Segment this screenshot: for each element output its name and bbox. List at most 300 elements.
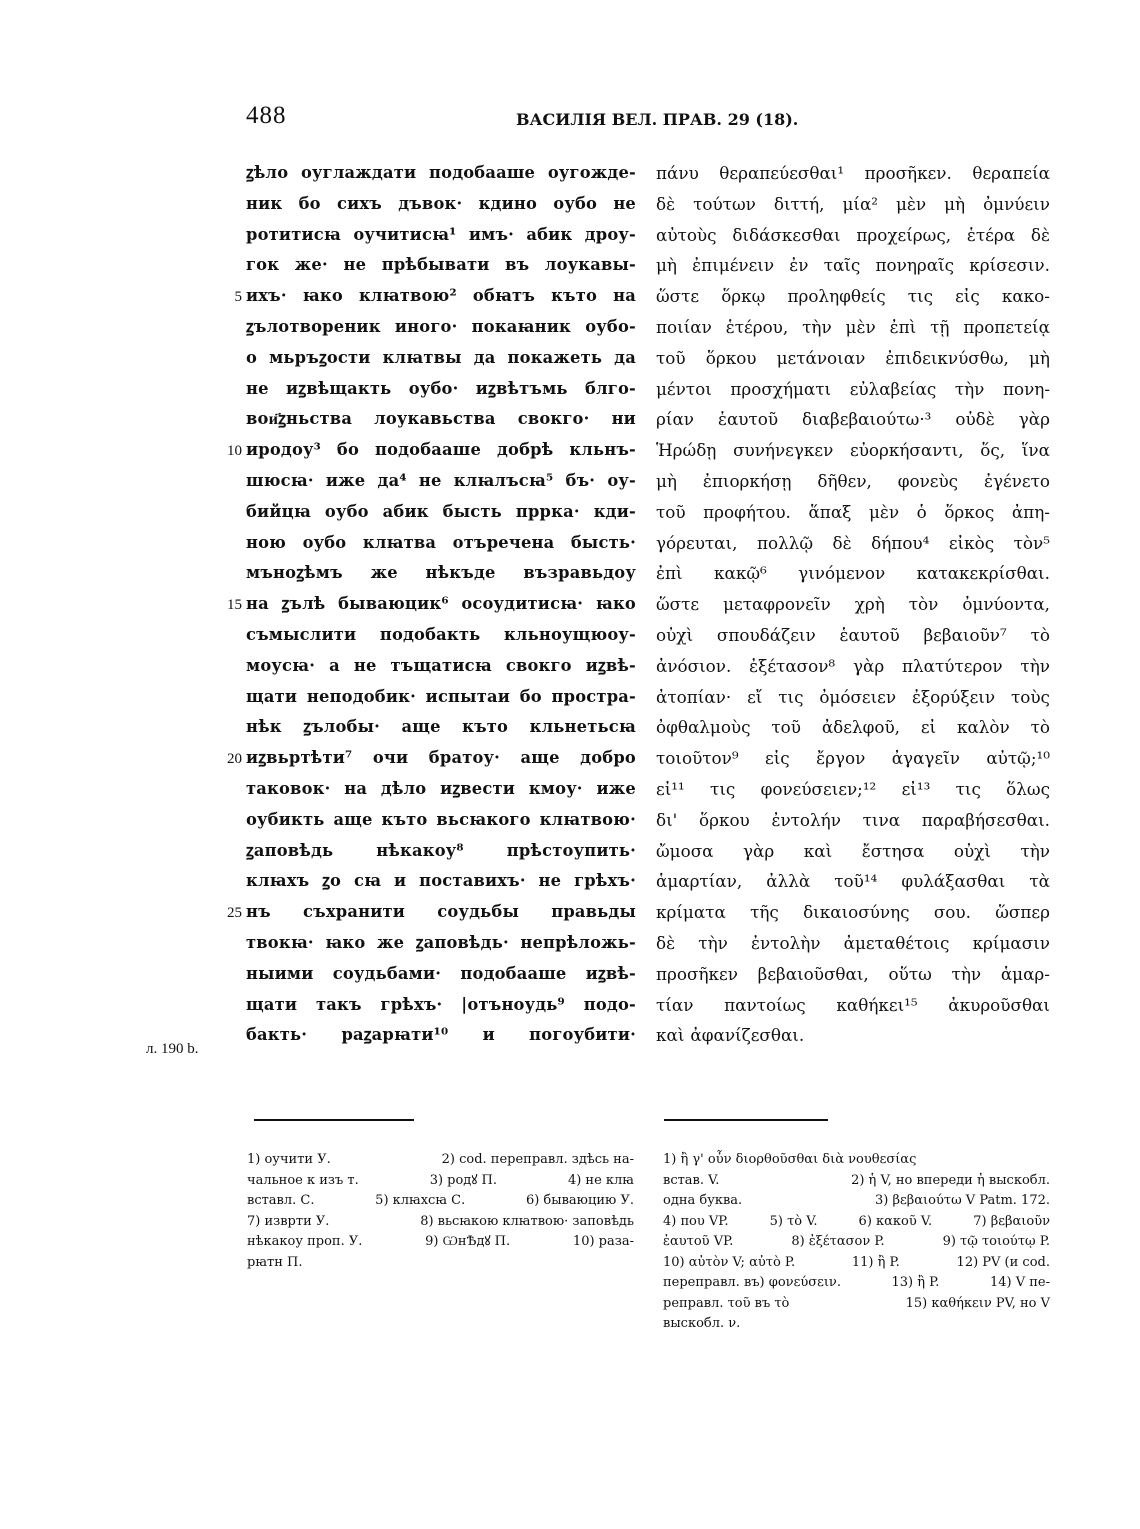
margin-folio-reference: л. 190 b. — [146, 1041, 199, 1057]
word: щати — [246, 686, 298, 706]
footnote-entry: 1) ἢ γ' οὖν διορθοῦσθαι διὰ νουθεσίας — [663, 1152, 917, 1167]
word: ꙁѣло — [246, 163, 289, 182]
word: ꙁълотвореник — [246, 316, 381, 336]
footnote-entry: нѣкакоу проп. У. — [247, 1234, 363, 1249]
text-line — [246, 897, 636, 928]
word: τοῦ¹⁴ — [834, 871, 878, 892]
word: твокꙗ· — [246, 932, 314, 952]
footnote-line — [247, 1171, 634, 1192]
word: τὸ — [1030, 624, 1050, 645]
word: καὶ — [656, 1025, 685, 1046]
footnote-entry: 15) καθήκειν PV, но V — [905, 1295, 1050, 1311]
word: θεραπεία — [972, 163, 1050, 183]
word: ἐπὶ — [889, 316, 917, 337]
word: очи — [372, 748, 409, 768]
word: εὐορκήσαντι, — [850, 440, 964, 461]
word: иꙁвѣтъмь — [475, 378, 568, 398]
word: ὅρκου — [705, 347, 757, 368]
word: иже — [596, 778, 636, 798]
word: клꙗлъсꙗ⁵ — [453, 470, 554, 490]
footnote-divider-right — [664, 1119, 828, 1121]
word: ἀφανίζεσθαι. — [690, 1025, 805, 1046]
text-line — [656, 589, 1050, 620]
footnote-entry: 1) оучити У. — [247, 1152, 331, 1167]
word: пррка· — [515, 501, 580, 521]
word: грѣхъ· — [380, 994, 443, 1014]
word: κατακεκρίσθαι. — [916, 563, 1050, 584]
text-line — [246, 497, 636, 528]
slavonic-text-column — [246, 158, 636, 1051]
word: сꙗ — [353, 871, 382, 891]
line-number: 20 — [227, 751, 242, 768]
footnote-line — [663, 1314, 1050, 1335]
footnote-line — [663, 1232, 1050, 1253]
text-line — [246, 836, 636, 867]
footnote-entry: 14) V пе- — [989, 1275, 1050, 1290]
word: φονεὺς — [897, 470, 959, 491]
word: ἐξέτασον⁸ — [749, 655, 836, 676]
word: правьды — [551, 902, 636, 922]
word: μὴ — [656, 255, 677, 276]
word: не — [418, 470, 442, 490]
word: ἀλλὰ — [766, 871, 811, 892]
word: не — [246, 378, 269, 398]
word: τοὺς — [1010, 686, 1050, 707]
word: οὐδὲ — [955, 409, 995, 430]
word: щати — [246, 994, 298, 1014]
word: бысть· — [570, 532, 636, 552]
word: ꙗко — [595, 594, 636, 614]
footnote-line — [663, 1212, 1050, 1233]
word: да — [473, 347, 496, 367]
footnote-line — [247, 1191, 634, 1212]
text-line — [656, 1020, 1050, 1051]
text-line — [656, 528, 1050, 559]
word: ἐπιορκήσῃ — [702, 470, 792, 491]
word: πλατύτερον — [901, 655, 1003, 676]
word: τινα — [862, 809, 901, 830]
word: мъноꙁѣмъ — [246, 563, 343, 583]
word: ни — [611, 409, 636, 429]
word: ἐγένετο — [983, 470, 1050, 491]
word: ἐξορύξειν — [911, 686, 996, 707]
word: φυλάξασθαι — [901, 871, 1006, 892]
word: къто — [462, 717, 509, 737]
word: тъщатисꙗ — [390, 655, 492, 675]
word: τὴν — [802, 316, 832, 337]
word: καθήκει¹⁵ — [836, 994, 918, 1015]
word: иже — [325, 470, 366, 490]
word: ταῖς — [823, 255, 861, 276]
word: ἀγαγεῖν — [891, 748, 960, 769]
word: нѣкъде — [425, 563, 496, 583]
word: иꙁвьртѣти⁷ — [246, 748, 353, 768]
text-line — [246, 712, 636, 743]
word: |отъноудь⁹ — [461, 994, 565, 1014]
word: ἐν — [789, 255, 809, 276]
word: τίαν — [656, 994, 694, 1015]
word: τούτων — [693, 193, 756, 214]
word: δὲ — [656, 193, 676, 214]
text-line — [246, 651, 636, 682]
text-line — [246, 220, 636, 251]
footnote-entry: выскобл. ν. — [663, 1316, 741, 1331]
word: грѣхъ· — [574, 871, 636, 891]
text-line — [246, 959, 636, 990]
word: ꙁълѣ — [281, 594, 326, 614]
word: ἀτοπίαν· — [656, 686, 732, 707]
word: и — [394, 871, 407, 891]
text-line — [656, 189, 1050, 220]
text-line — [656, 281, 1050, 312]
footnote-line — [663, 1273, 1050, 1294]
word: простра- — [551, 686, 636, 706]
text-line — [656, 712, 1050, 743]
word: подобааше — [374, 440, 482, 460]
word: παντοίως — [724, 994, 806, 1015]
word: προπετείᾳ — [963, 316, 1050, 337]
word: нъ — [246, 902, 271, 922]
word: гок — [246, 255, 280, 275]
word: τὸ — [1030, 717, 1050, 738]
word: μὴ — [944, 193, 966, 214]
word: ἔργον — [816, 748, 866, 769]
word: ἑαυτοῦ — [839, 624, 900, 645]
word: τὸν — [908, 594, 939, 615]
text-line — [656, 558, 1050, 589]
word: ꙁаповѣдь — [246, 840, 334, 860]
word: ἀνόσιον. — [656, 655, 732, 676]
word: πάνυ — [656, 163, 699, 183]
footnote-entry: 10) αὐτὸν V; αὐτὸ P. — [663, 1254, 796, 1270]
word: ἑτέρα — [966, 224, 1016, 245]
footnote-entry: 4) не клꙗ — [567, 1172, 634, 1188]
word: δήπου⁴ — [871, 532, 930, 553]
word: оубо — [324, 501, 369, 521]
word: ὥσπερ — [995, 902, 1050, 923]
word: πολλῷ — [756, 532, 814, 553]
text-line — [246, 620, 636, 651]
footnotes-slavonic — [247, 1150, 634, 1273]
text-line — [656, 620, 1050, 651]
word: бакть· — [246, 1025, 308, 1045]
word: τὴν — [1020, 655, 1050, 676]
word: οὐχὶ — [953, 840, 991, 861]
word: ныими — [246, 963, 314, 983]
word: γὰρ — [1018, 409, 1050, 430]
word: γὰρ — [852, 655, 885, 676]
text-line — [656, 343, 1050, 374]
word: погоубити· — [529, 1025, 636, 1045]
word: въ — [505, 255, 530, 275]
footnote-line — [247, 1150, 634, 1171]
footnotes-greek — [663, 1150, 1050, 1335]
word: ἅπαξ — [808, 501, 852, 522]
word: покаꙗник — [471, 316, 572, 336]
word: оучитисꙗ¹ — [353, 224, 457, 244]
word: τοῦ — [656, 501, 686, 522]
footnote-entry: 8) ἐξέτασον P. — [791, 1234, 885, 1249]
word: неподобик· — [306, 686, 416, 706]
text-line — [246, 343, 636, 374]
footnote-entry: перепpавл. въ) φονεύσειν. — [663, 1275, 841, 1290]
word: γινόμενον — [798, 563, 886, 584]
footnote-entry: ἑαυτοῦ VP. — [663, 1234, 734, 1249]
footnote-entry: репpавл. τοῦ въ τὸ — [663, 1295, 790, 1311]
footnote-entry: встав. V. — [663, 1172, 720, 1188]
word: а — [329, 655, 340, 675]
word: да — [614, 347, 636, 367]
word: τὴν — [1020, 840, 1050, 861]
word: τοῦ — [771, 717, 801, 738]
word: παραβήσεσθαι. — [921, 809, 1050, 830]
word: προληφθείς — [787, 286, 886, 307]
word: ὥστε — [656, 286, 700, 307]
word: ἐντολήν — [771, 809, 841, 830]
word: добрѣ — [496, 440, 554, 460]
word: δικαιοσύνης — [803, 902, 910, 923]
word: бо — [298, 193, 321, 213]
word: προσχήματι — [730, 378, 832, 399]
footnote-line — [663, 1171, 1050, 1192]
line-number: 25 — [227, 905, 242, 922]
word: σπουδάζειν — [716, 624, 816, 645]
word: подобааше — [429, 163, 536, 182]
footnote-line — [663, 1253, 1050, 1274]
text-line — [246, 1020, 636, 1051]
word: ὅλως — [1006, 778, 1050, 799]
word: ꙗко — [302, 286, 343, 306]
text-line — [246, 189, 636, 220]
word: εἰ — [920, 717, 937, 738]
text-line — [246, 466, 636, 497]
word: γὰρ — [743, 840, 775, 861]
text-line — [656, 651, 1050, 682]
word: добро — [580, 748, 636, 768]
text-line — [246, 250, 636, 281]
footnote-entry: 7) изврти У. — [247, 1213, 330, 1229]
word: θεραπεύεσθαι¹ — [719, 163, 845, 183]
word: ὥστε — [656, 594, 700, 615]
word: τὰ — [1029, 871, 1050, 892]
word: бийцꙗ — [246, 501, 311, 521]
word: сихъ — [336, 193, 382, 213]
word: ꙁълобы· — [303, 717, 380, 737]
word: иꙁвести — [440, 778, 516, 798]
word: ὀφθαλμοὺς — [656, 717, 751, 738]
word: таковок· — [246, 778, 331, 798]
text-line — [246, 404, 636, 435]
word: ἑαυτοῦ — [717, 409, 779, 430]
word: лоукавьства — [374, 409, 496, 429]
footnote-line — [247, 1253, 634, 1274]
word: и — [482, 1025, 495, 1045]
word: Ἡρώδῃ — [656, 440, 717, 461]
word: ἀμεταθέτοις — [843, 932, 950, 953]
word: оубо — [553, 193, 598, 213]
word: блго- — [585, 378, 636, 398]
text-line — [656, 836, 1050, 867]
footnote-entry: 6) бываюцию У. — [525, 1193, 634, 1208]
word: ἐντολὴν — [751, 932, 821, 953]
word: σου. — [933, 902, 971, 923]
text-line — [656, 990, 1050, 1021]
text-line — [656, 897, 1050, 928]
word: διδάσκεσθαι — [732, 224, 841, 245]
word: ꙁаповѣдь· — [415, 932, 509, 952]
text-line — [656, 743, 1050, 774]
word: поставихъ· — [419, 871, 526, 891]
line-number: 15 — [227, 597, 242, 614]
word: τις — [955, 778, 981, 799]
word: αὐτῷ;¹⁰ — [986, 748, 1050, 769]
word: κακῷ⁶ — [714, 563, 767, 584]
text-line — [656, 404, 1050, 435]
word: свокго — [505, 655, 572, 675]
word: βεβαιοῦσθαι, — [757, 963, 869, 984]
word: τὸν⁵ — [1013, 532, 1050, 553]
footnote-line — [663, 1191, 1050, 1212]
word: имъ· — [468, 224, 515, 244]
word: бываюцик⁶ — [338, 594, 449, 614]
footnote-line — [663, 1294, 1050, 1315]
word: τις — [710, 778, 736, 799]
word: κρίμασιν — [972, 932, 1050, 953]
word: εὐλαβείας — [849, 378, 937, 399]
word: ἀπη- — [1011, 501, 1050, 522]
word: προχείρως, — [856, 224, 952, 245]
word: ὁ — [916, 501, 927, 522]
footnote-entry: 2) ἡ V, но впереди ἡ выскобл. — [851, 1172, 1050, 1188]
word: свокго· — [517, 409, 590, 429]
word: же· — [294, 255, 328, 275]
word: дъвок· — [398, 193, 463, 213]
word: не — [613, 193, 636, 213]
text-line — [246, 281, 636, 312]
footnote-line — [663, 1150, 1050, 1171]
word: τοῦ — [656, 347, 686, 368]
word: τὴν — [951, 963, 982, 984]
word: ὅρκος — [944, 501, 995, 522]
word: осоудитисꙗ· — [461, 594, 584, 614]
word: ἁμαρτίαν, — [656, 871, 743, 892]
footnote-entry: 13) ἢ P. — [891, 1275, 940, 1290]
word: ὤμοσα — [656, 840, 714, 861]
word: ποιίαν — [656, 316, 712, 337]
text-line — [246, 743, 636, 774]
word: διαβεβαιούτω·³ — [802, 409, 932, 430]
word: оубо — [302, 532, 347, 552]
word: бысть — [442, 501, 502, 521]
word: не — [538, 871, 562, 891]
word: διττή, — [773, 193, 825, 214]
text-line — [656, 774, 1050, 805]
word: βεβαιοῦν⁷ — [923, 624, 1007, 645]
word: πονηραῖς — [875, 255, 955, 276]
word: мьръꙁости — [269, 347, 371, 367]
footnote-entry: 8) вьсꙗкою клꙗтвою· заповѣдь — [420, 1213, 634, 1229]
word: не — [353, 655, 377, 675]
text-line — [656, 312, 1050, 343]
word: кдино — [478, 193, 538, 213]
text-line — [656, 158, 1050, 189]
text-line — [246, 866, 636, 897]
word: иродоу³ — [246, 440, 321, 460]
word: да⁴ — [377, 470, 407, 490]
word: ὀμνύοντα, — [962, 594, 1050, 615]
word: μεταφρονεῖν — [723, 594, 831, 615]
word: τῇ — [930, 316, 950, 337]
word: на — [613, 286, 636, 306]
word: μὴ — [656, 470, 677, 491]
word: μία² — [842, 193, 879, 214]
word: на — [246, 594, 269, 614]
word: покажеть — [507, 347, 603, 367]
greek-text-column — [656, 158, 1050, 1051]
footnote-entry: чальное к изъ т. — [247, 1172, 359, 1188]
word: προσῆκεν. — [864, 163, 952, 183]
word: ἔστησα — [861, 840, 925, 861]
word: καὶ — [803, 840, 833, 861]
text-line — [246, 928, 636, 959]
word: τὴν — [954, 378, 985, 399]
text-line — [246, 774, 636, 805]
word: τὴν — [698, 932, 728, 953]
word: прѣбывати — [381, 255, 490, 275]
word: дроу- — [584, 224, 636, 244]
word: абик — [382, 501, 429, 521]
word: обꙗтъ — [472, 286, 536, 306]
line-number: 5 — [234, 289, 242, 306]
text-line — [656, 435, 1050, 466]
text-line — [246, 682, 636, 713]
word: ник — [246, 193, 283, 213]
word: οὐχὶ — [656, 624, 694, 645]
footnote-entry: 4) που VP. — [663, 1213, 729, 1229]
word: непрѣложь- — [520, 932, 636, 952]
word: клꙗтвою² — [358, 286, 457, 306]
word: дѣло — [380, 778, 427, 798]
word: кмоу· — [528, 778, 583, 798]
footnote-entry: вставл. С. — [247, 1193, 315, 1208]
word: испытаи — [425, 686, 511, 706]
word: кльноущюоу- — [503, 624, 636, 644]
word: δὲ — [832, 532, 852, 553]
text-line — [656, 250, 1050, 281]
word: μὲν — [896, 193, 927, 214]
word: прѣстоупить· — [506, 840, 636, 860]
word: на — [344, 778, 368, 798]
word: оуглаждати — [301, 163, 417, 182]
word: πονη- — [1002, 378, 1050, 399]
word: иꙁвѣ- — [585, 655, 636, 675]
word: οὕτω — [888, 963, 932, 984]
word: же — [370, 563, 398, 583]
word: δὲ — [1030, 224, 1050, 245]
word: κακο- — [1001, 286, 1050, 307]
word: соудьбами· — [332, 963, 442, 983]
footnote-divider-left — [254, 1119, 414, 1121]
footnote-line — [247, 1232, 634, 1253]
word: вои҃ꙁньства — [246, 409, 353, 429]
page-header — [246, 102, 799, 138]
word: ἀδελφοῦ, — [821, 717, 900, 738]
running-title: ВАСИЛІЯ ВЕЛ. ПРАВ. 29 (18). — [516, 110, 799, 129]
word: аще — [401, 717, 441, 737]
text-line — [656, 866, 1050, 897]
word: аще — [520, 748, 560, 768]
word: ὀμόσειεν — [819, 686, 897, 707]
